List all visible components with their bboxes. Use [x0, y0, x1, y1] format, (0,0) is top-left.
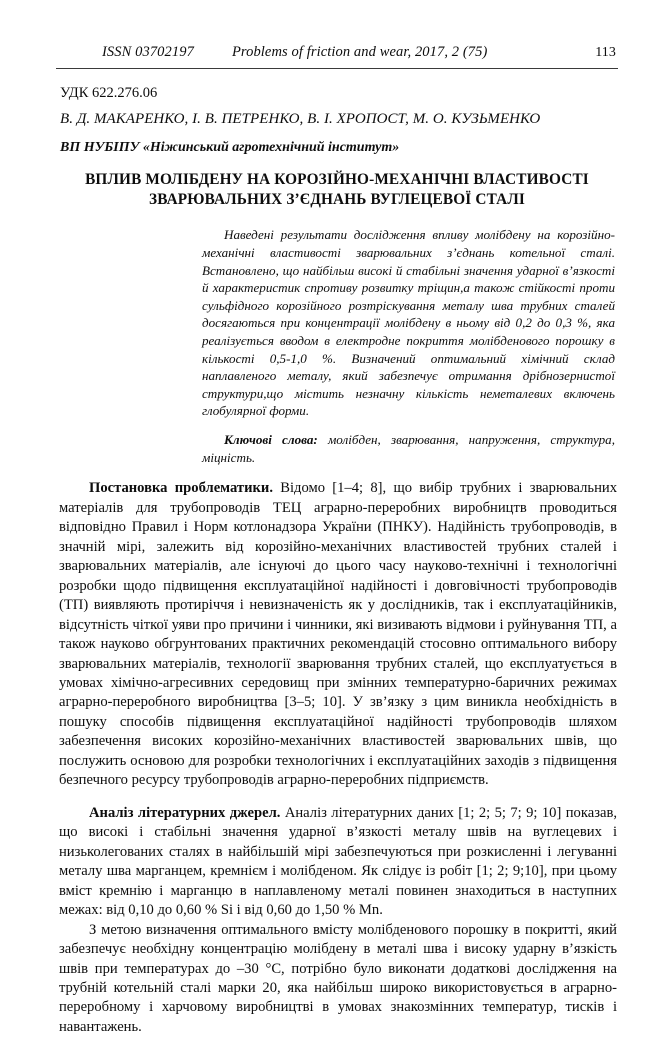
section-heading-problem-statement: Постановка проблематики. — [89, 480, 273, 497]
issn-text: ISSN 03702197 — [102, 44, 194, 60]
page-number: 113 — [595, 45, 616, 60]
running-head — [56, 44, 618, 61]
keywords-list: молібден, зварювання, напруження, структура, міцність. — [202, 432, 615, 465]
section-literature-review — [56, 804, 618, 921]
udc-code: УДК 622.276.06 — [60, 85, 158, 101]
author-list: В. Д. МАКАРЕНКО, І. В. ПЕТРЕНКО, В. І. ХРОПОСТ, М. О. КУЗЬМЕНКО — [60, 111, 541, 127]
keywords-label: Ключові слова: — [224, 432, 318, 448]
affiliation: ВП НУБІПУ «Ніжинський агротехнічний інститут» — [60, 140, 400, 155]
keywords — [202, 431, 615, 466]
article-title: ВПЛИВ МОЛІБДЕНУ НА КОРОЗІЙНО-МЕХАНІЧНІ ВЛАСТИВОСТІ ЗВАРЮВАЛЬНИХ З’ЄДНАНЬ ВУГЛЕЦЕВОЇ СТАЛІ — [85, 171, 589, 209]
section-text-literature-review: Аналіз літературних даних [1; 2; 5; 7; 9; 10] показав, що високі і стабільні значення ударної в’язкості металу швів на вуглецевих і низьколегованих сталях в найбільшій мірі забезпечуються при розкисленні і легуванні металу шва марганцем, кремнієм і молібденом. Як слідує із робіт [1; 2; 9;10], при цьому вміст кремнію і марганцю в наплавленому металі повинен знаходиться в наступних межах: від 0,10 до 0,60 % Si і від 0,60 до 1,50 % Mn. — [59, 804, 617, 919]
journal-citation: Problems of friction and wear, 2017, 2 (75) — [231, 44, 488, 60]
section-literature-review-paragraph-2: З метою визначення оптимального вмісту молібденового порошку в покритті, який забезпечує необхідну концентрацію молібдену в металі шва і високу ударну в’язкість швів при температурах до –30 °С, потрібно було виконати додаткові дослідження на трубній котельній сталі марки 20, яка найбільш широко використовується в аграрно-переробному і харчовому виробництві в умовах знакозмінних температур, тисків і навантажень. — [59, 921, 617, 1035]
section-text-problem-statement: Відомо [1–4; 8], що вибір трубних і зварювальних матеріалів для трубопроводів ТЕЦ аграрно-переробних виробництв проводиться відповідно Правил і Норм котлонадзора України (ПНКУ). Надійність трубопроводів, в значній мірі, залежить від корозійно-механічних властивостей трубних сталей і зварювальних матеріалів, але існуючі до цього часу науково-технічні і технологічні розробки щодо підвищення експлуатаційної надійності і довговічності трубопроводів (ТП) виявляють протиріччя і невизначеність як у дослідників, так і експлуатаційників, відсутність чіткої уяви про причини і чинники, які визивають відмови і руйнування ТП, а також науково обгрунтованих практичних рекомендацій стосовно оптимального вибору зварювальних матеріалів, технології зварювання трубних сталей, що експлуатується в умовах хімічно-агресивних середовищ при змінних температурно-баричних режимах аграрно-переробного виробництва [3–5; 10]. У зв’язку з цим виникла необхідність в пошуку способів підвищення експлуатаційної надійності трубопроводів шляхом забезпечення високих корозійно-механічних властивостей зварювальних швів, що послужить основою для розробки технологічних і експлуатаційних заходів з підвищення безпечного ресурсу трубопроводів аграрно-переробних підприємств. — [59, 480, 618, 789]
header-divider — [56, 68, 618, 69]
section-heading-literature-review: Аналіз літературних джерел. — [89, 804, 281, 821]
abstract: Наведені результати дослідження впливу молібдену на корозійно-механічні властивості зварювальних з’єднань котельної сталі. Встановлено, що найбільш високі й стабільні значення ударної в’язкості й характеристик спротиву розвитку тріщин,а також стійкості проти сульфідного корозійного розтріскування металу шва трубних сталей досягаються при концентрації молібдену в ньому від 0,2 до 0,3 %, яка реалізується вводом в електродне покриття молібденового порошку в кількості 0,5-1,0 %. Визначений оптимальний хімічний склад наплавленого металу, який забезпечує отримання дрібнозернистої структури,що містить незначну кількість неметалевих включень глобулярної форми. — [202, 227, 615, 419]
section-problem-statement — [56, 479, 618, 791]
